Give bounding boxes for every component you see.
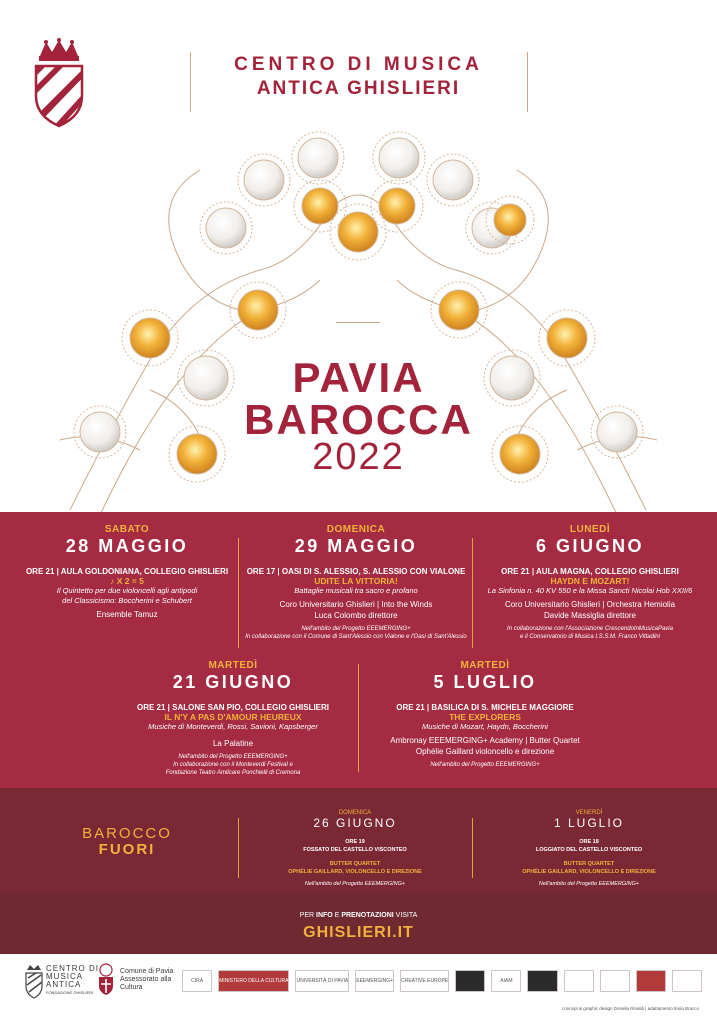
pavia-text-line: Cultura <box>120 984 143 991</box>
pavia-text-line: Assessorato alla <box>120 976 172 983</box>
sponsor-logo <box>600 970 630 992</box>
event-program-desc: del Classicismo: Boccherini e Schubert <box>62 596 192 605</box>
event-note: e il Conservatorio di Musica I.S.S.M. Franco Vittadini <box>520 634 660 640</box>
event-day: SABATO <box>104 524 150 535</box>
event-day: DOMENICA <box>326 524 386 535</box>
divider <box>358 664 359 772</box>
event-performer: Coro Universitario Ghislieri | Into the Winds <box>279 600 433 609</box>
event-performer: OPHÉLIE GAILLARD, VIOLONCELLO E DIREZIONE <box>522 869 656 875</box>
festival-title-line2: BAROCCA <box>244 396 473 443</box>
event-program-title: ♪ X 2 = 5 <box>110 576 144 586</box>
event-card <box>474 524 706 641</box>
event-program-desc: Battaglie musicali tra sacro e profano <box>294 586 418 595</box>
divider <box>238 818 239 878</box>
info-line <box>0 912 717 919</box>
event-day: MARTEDÌ <box>208 660 258 671</box>
event-performer: Davide Massiglia direttore <box>543 611 637 620</box>
fuori-event-card <box>242 810 468 887</box>
event-venue: ORE 18 <box>579 839 599 845</box>
event-performer: OPHÉLIE GAILLARD, VIOLONCELLO E DIREZIONE <box>288 869 422 875</box>
sponsor-logo: CIRA <box>182 970 212 992</box>
event-day: MARTEDÌ <box>460 660 510 671</box>
divider <box>472 818 473 878</box>
event-program-desc: Musiche di Mozart, Haydn, Boccherini <box>422 722 548 731</box>
event-day: LUNEDÌ <box>569 524 611 535</box>
festival-title-line1: PAVIA <box>292 354 425 401</box>
event-venue: LOGGIATO DEL CASTELLO VISCONTEO <box>535 847 643 853</box>
sponsor-logo: EEEMERGING+ <box>355 970 394 992</box>
info-text: INFO <box>316 912 333 919</box>
event-note: Nell'ambito del Progetto EEEMERGING+ <box>430 762 540 768</box>
info-text: E <box>332 912 342 919</box>
sponsor-logo <box>636 970 666 992</box>
event-date: 1 LUGLIO <box>553 816 625 830</box>
sponsor-logo: CREATIVE EUROPE <box>400 970 449 992</box>
event-program-title: HAYDN E MOZART! <box>550 576 630 586</box>
org-name-line1: CENTRO DI MUSICA <box>234 54 483 75</box>
website-link[interactable]: GHISLIERI.IT <box>303 924 414 941</box>
pavia-text-line: Comune di Pavia <box>120 968 174 975</box>
event-program-title: UDITE LA VITTORIA! <box>314 576 398 586</box>
cma-text-line: MUSICA <box>46 972 84 981</box>
event-note: Fondazione Teatro Amilcare Ponchielli di Cremona <box>165 770 301 776</box>
event-card <box>110 660 356 777</box>
event-day: VENERDÌ <box>575 810 603 816</box>
event-date: 21 GIUGNO <box>172 672 294 692</box>
event-date: 26 GIUGNO <box>313 816 397 830</box>
event-note: In collaborazione con il Monteverdi Festival e <box>173 762 293 768</box>
event-performer: Coro Universitario Ghislieri | Orchestra Hemiolia <box>504 600 676 609</box>
cma-text-line: ANTICA <box>46 980 82 989</box>
sponsor-logo <box>455 970 485 992</box>
event-venue: FOSSATO DEL CASTELLO VISCONTEO <box>303 847 407 853</box>
info-text: VISITA <box>393 912 418 919</box>
sponsor-logo <box>672 970 702 992</box>
fuori-title-line2: FUORI <box>98 841 156 858</box>
event-venue: ORE 21 | AULA GOLDONIANA, COLLEGIO GHISLIERI <box>25 567 229 576</box>
divider <box>472 538 473 648</box>
event-program-title: IL N'Y A PAS D'AMOUR HEUREUX <box>164 712 302 722</box>
sponsor-logo: UNIVERSITÀ DI PAVIA <box>295 970 349 992</box>
event-performer: Ensemble Tamuz <box>96 610 158 619</box>
event-date: 28 MAGGIO <box>65 536 189 556</box>
event-card <box>362 660 608 769</box>
comune-pavia-logo <box>96 962 116 996</box>
event-program-desc: La Sinfonia n. 40 KV 550 e la Missa Sancti Nicolai Hob XXII/6 <box>487 586 693 595</box>
event-program-desc: Musiche di Monteverdi, Rossi, Savioni, Kapsberger <box>148 722 318 731</box>
event-note: Nell'ambito del Progetto EEEMERGING+ <box>538 881 640 887</box>
event-note: Nell'ambito del Progetto EEEMERGING+ <box>301 626 411 632</box>
sponsor-logo: MINISTERO DELLA CULTURA <box>218 970 289 992</box>
fuori-title-line1: BAROCCO <box>82 825 172 842</box>
org-name-line2: ANTICA GHISLIERI <box>256 78 461 99</box>
event-card <box>14 524 240 620</box>
info-footer-panel <box>0 892 717 954</box>
festival-year: 2022 <box>312 436 405 478</box>
event-date: 5 LUGLIO <box>433 672 537 692</box>
event-card <box>240 524 472 641</box>
barocco-fuori-title <box>62 826 192 858</box>
event-date: 6 GIUGNO <box>535 536 644 556</box>
event-date: 29 MAGGIO <box>294 536 418 556</box>
cma-text-line: CENTRO DI <box>46 964 99 973</box>
comune-pavia-text <box>120 968 173 992</box>
event-performer: BUTTER QUARTET <box>329 861 381 867</box>
event-performer: BUTTER QUARTET <box>563 861 615 867</box>
cma-logo-text <box>46 965 99 989</box>
info-text: PER <box>299 912 317 919</box>
event-performer: Luca Colombo direttore <box>314 611 398 620</box>
sponsor-logo <box>564 970 594 992</box>
title-rule <box>336 322 380 323</box>
event-venue: ORE 21 | AULA MAGNA, COLLEGIO GHISLIERI <box>501 567 679 576</box>
event-note: Nell'ambito del Progetto EEEMERGING+ <box>304 881 406 887</box>
event-note: In collaborazione con il Comune di Sant'Alessio con Vialone e l'Oasi di Sant'Alessio <box>245 634 467 640</box>
event-venue: ORE 17 | OASI DI S. ALESSIO, S. ALESSIO CON VIALONE <box>246 567 466 576</box>
event-program-title: THE EXPLORERS <box>449 712 521 722</box>
event-performer: La Palatine <box>212 739 254 748</box>
event-note: Nell'ambito del Progetto EEEMERGING+ <box>178 754 288 760</box>
sponsor-logos <box>182 966 702 996</box>
event-program-desc: Il Quintetto per due violoncelli agli antipodi <box>56 586 198 595</box>
cma-subtext: FONDAZIONE GHISLIERI <box>46 990 94 995</box>
sponsor-logo: AIAM <box>491 970 521 992</box>
centro-musica-antica-logo <box>24 964 44 1000</box>
event-venue: ORE 21 | BASILICA DI S. MICHELE MAGGIORE <box>396 703 574 712</box>
event-day: DOMENICA <box>338 810 372 816</box>
design-credits: concept & graphic design Donella Rinaldi | adattamento Ilaria Bracco <box>562 1006 699 1011</box>
event-venue: ORE 19 <box>345 839 365 845</box>
sponsor-logo <box>527 970 557 992</box>
event-performer: Ophélie Gaillard violoncello e direzione <box>415 747 555 756</box>
info-text: PRENOTAZIONI <box>341 912 394 919</box>
event-note: In collaborazione con l'Associazione CrescendoInMusicaPavia <box>507 626 673 632</box>
fuori-event-card <box>476 810 702 887</box>
event-venue: ORE 21 | SALONE SAN PIO, COLLEGIO GHISLIERI <box>136 703 330 712</box>
event-performer: Ambronay EEEMERGING+ Academy | Butter Quartet <box>390 736 580 745</box>
